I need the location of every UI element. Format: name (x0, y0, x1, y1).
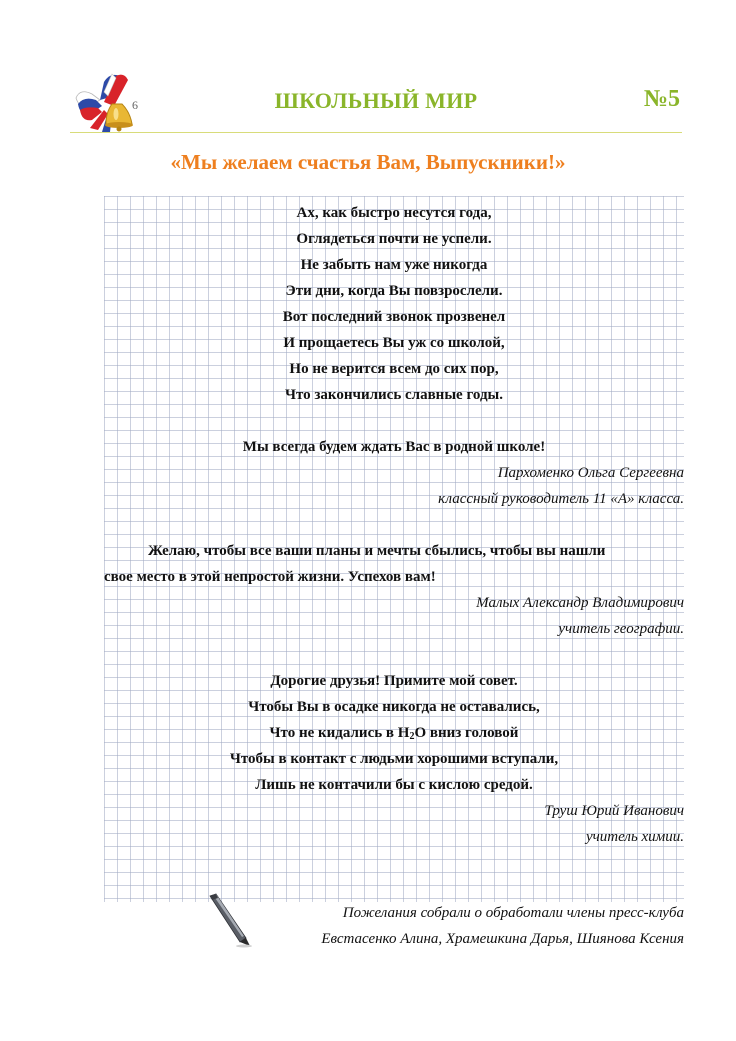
poem1-line: И прощаетесь Вы уж со школой, (283, 335, 505, 351)
poem1-line: Эти дни, когда Вы повзрослели. (285, 283, 503, 299)
magazine-title: ШКОЛЬНЫЙ МИР (274, 88, 478, 113)
poem2-line: Чтобы Вы в осадке никогда не оставались, (248, 699, 540, 715)
credits-line-1: Пожелания собрали о обработали члены пресс-клуба (342, 905, 684, 921)
article-title: «Мы желаем счастья Вам, Выпускники!» (170, 150, 566, 174)
poem1-line: Не забыть нам уже никогда (300, 257, 488, 273)
credits (321, 900, 684, 952)
author-2-name: Малых Александр Владимирович (476, 595, 684, 611)
issue-number: №5 (643, 86, 680, 112)
author-1-name: Пархоменко Ольга Сергеевна (497, 465, 684, 481)
page-header (70, 66, 682, 136)
header-divider (70, 132, 682, 133)
poem2-line-part: Что не кидались в H (269, 725, 410, 741)
poem2-line: Дорогие друзья! Примите мой совет. (270, 673, 518, 689)
credits-line-2: Евстасенко Алина, Храмешкина Дарья, Шиянова Ксения (321, 931, 684, 947)
poem1-line: Но не верится всем до сих пор, (289, 361, 499, 377)
wish-1: Мы всегда будем ждать Вас в родной школе! (242, 439, 546, 455)
subscript-two: 2 (409, 731, 415, 742)
author-3-role: учитель химии. (585, 829, 684, 845)
poem1-line: Вот последний звонок прозвенел (282, 309, 506, 325)
poem2-line: Лишь не контачили бы с кислою средой. (255, 777, 533, 793)
poem2-line: Чтобы в контакт с людьми хорошими вступали, (229, 751, 559, 767)
pen-icon (204, 892, 254, 948)
article-body (104, 200, 684, 850)
poem1-line: Оглядеться почти не успели. (296, 231, 492, 247)
wish-2-line-2: свое место в этой непростой жизни. Успехов вам! (104, 569, 436, 585)
poem1-line: Что закончились славные годы. (284, 387, 504, 403)
wish-2-line-1: Желаю, чтобы все ваши планы и мечты сбылись, чтобы вы нашли (148, 543, 606, 559)
poem2-line-part: O вниз головой (414, 725, 519, 741)
author-1-role: классный руководитель 11 «А» класса. (438, 491, 684, 507)
author-2-role: учитель географии. (558, 621, 684, 637)
poem1-line: Ах, как быстро несутся года, (296, 205, 492, 221)
poem2-line (104, 720, 684, 746)
author-3-name: Труш Юрий Иванович (544, 803, 684, 819)
page-number: 6 (132, 98, 138, 112)
